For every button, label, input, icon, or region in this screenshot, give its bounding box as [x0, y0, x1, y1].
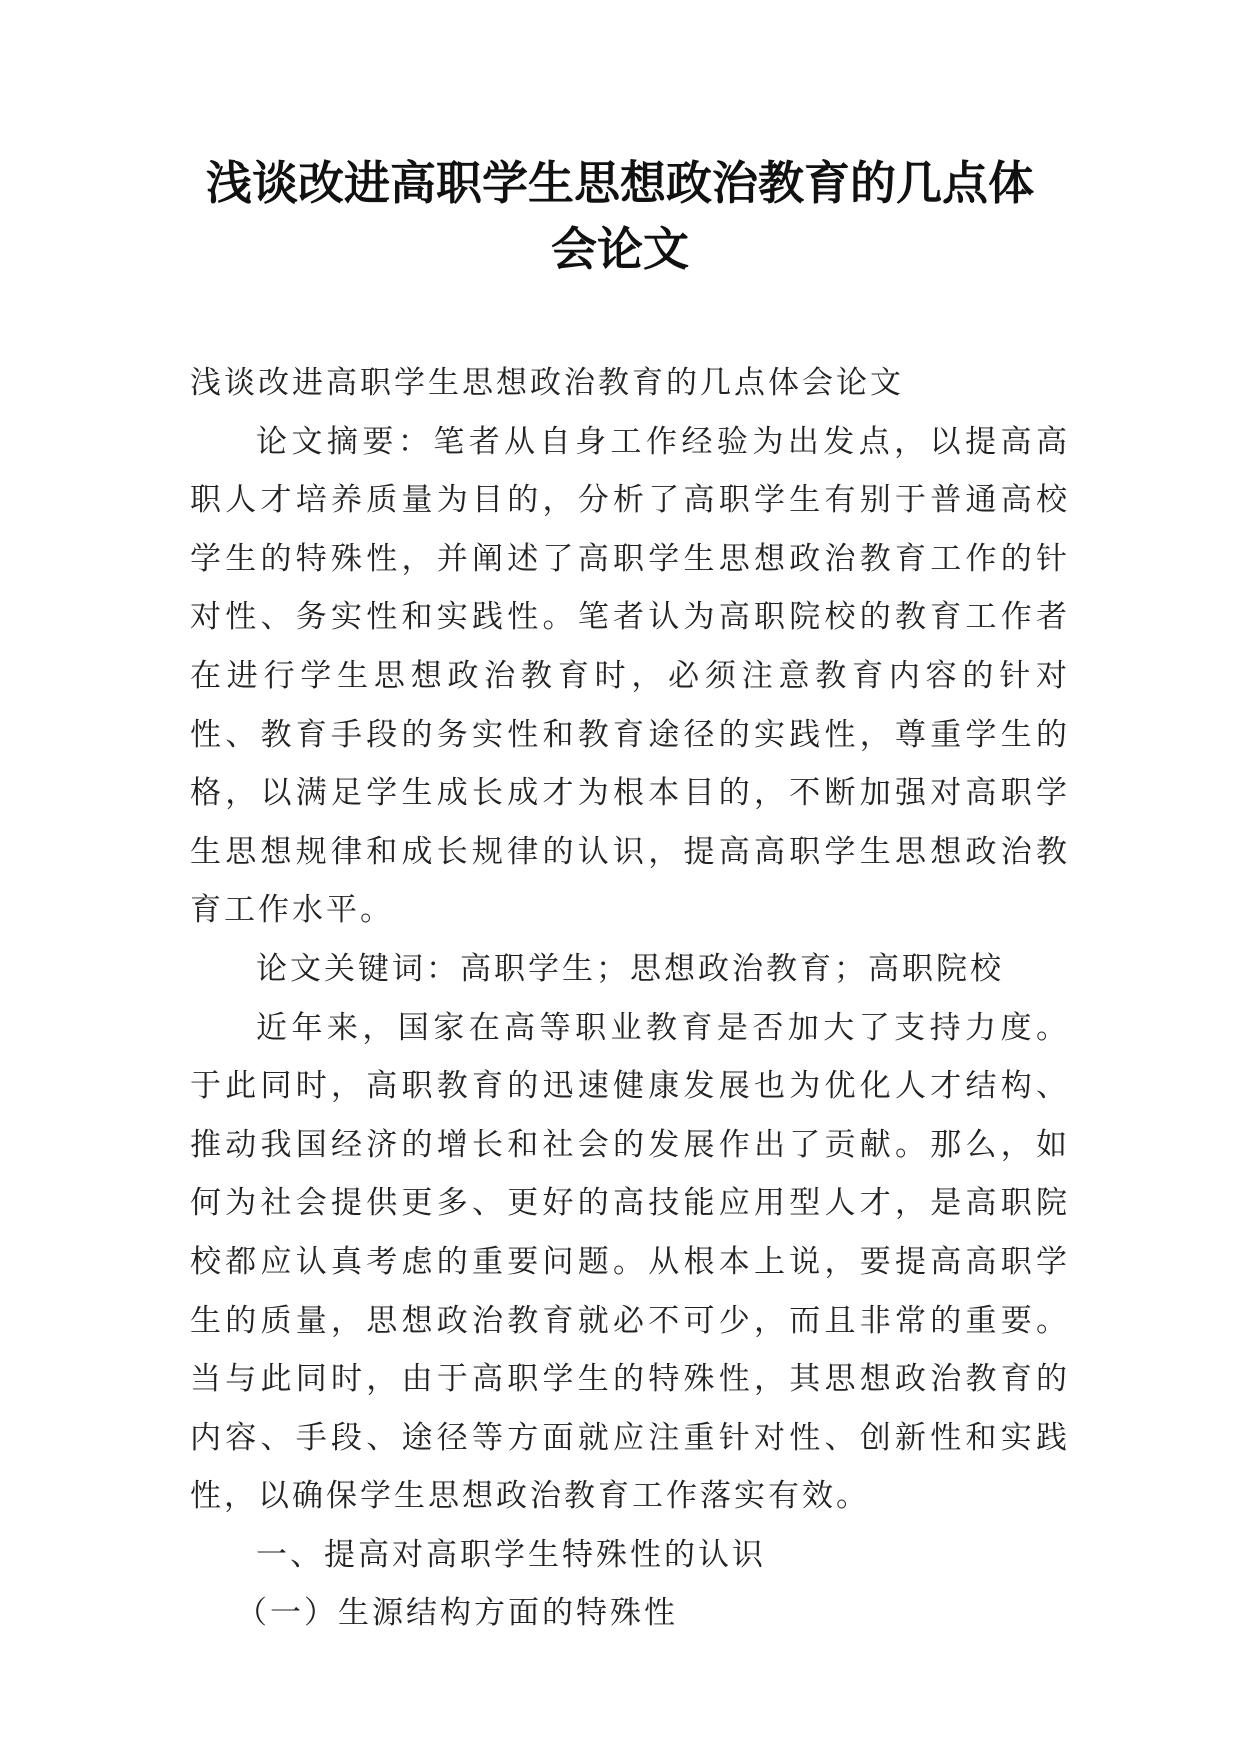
title-line-1: 浅谈改进高职学生思想政治教育的几点体: [206, 156, 1034, 210]
section-heading-1: 一、提高对高职学生特殊性的认识: [256, 1536, 766, 1573]
subsection-heading-1: （一）生源结构方面的特殊性: [236, 1595, 678, 1632]
subtitle-paragraph: 浅谈改进高职学生思想政治教育的几点体会论文: [190, 365, 904, 401]
document-title: [150, 150, 1090, 282]
intro-paragraph: 近年来，国家在高等职业教育是否加大了支持力度。于此同时，高职教育的迅速健康发展也为优化人才结构、推动我国经济的增长和社会的发展作出了贡献。那么，如何为社会提供更多、更好的高技能应用型人才，是高职院校都应认真考虑的重要问题。从根本上说，要提高高职学生的质量，思想政治教育就必不可少，而且非常的重要。当与此同时，由于高职学生的特殊性，其思想政治教育的内容、手段、途径等方面就应注重针对性、创新性和实践性，以确保学生思想政治教育工作落实有效。: [190, 1009, 1070, 1515]
abstract-paragraph: 论文摘要：笔者从自身工作经验为出发点，以提高高职人才培养质量为目的，分析了高职学生有别于普通高校学生的特殊性，并阐述了高职学生思想政治教育工作的针对性、务实性和实践性。笔者认为高职院校的教育工作者在进行学生思想政治教育时，必须注意教育内容的针对性、教育手段的务实性和教育途径的实践性，尊重学生的格，以满足学生成长成才为根本目的，不断加强对高职学生思想规律和成长规律的认识，提高高职学生思想政治教育工作水平。: [190, 423, 1070, 929]
title-line-2: 会论文: [551, 222, 689, 276]
keywords-paragraph: 论文关键词：高职学生；思想政治教育；高职院校: [256, 950, 1004, 987]
document-body: [190, 354, 1070, 1643]
